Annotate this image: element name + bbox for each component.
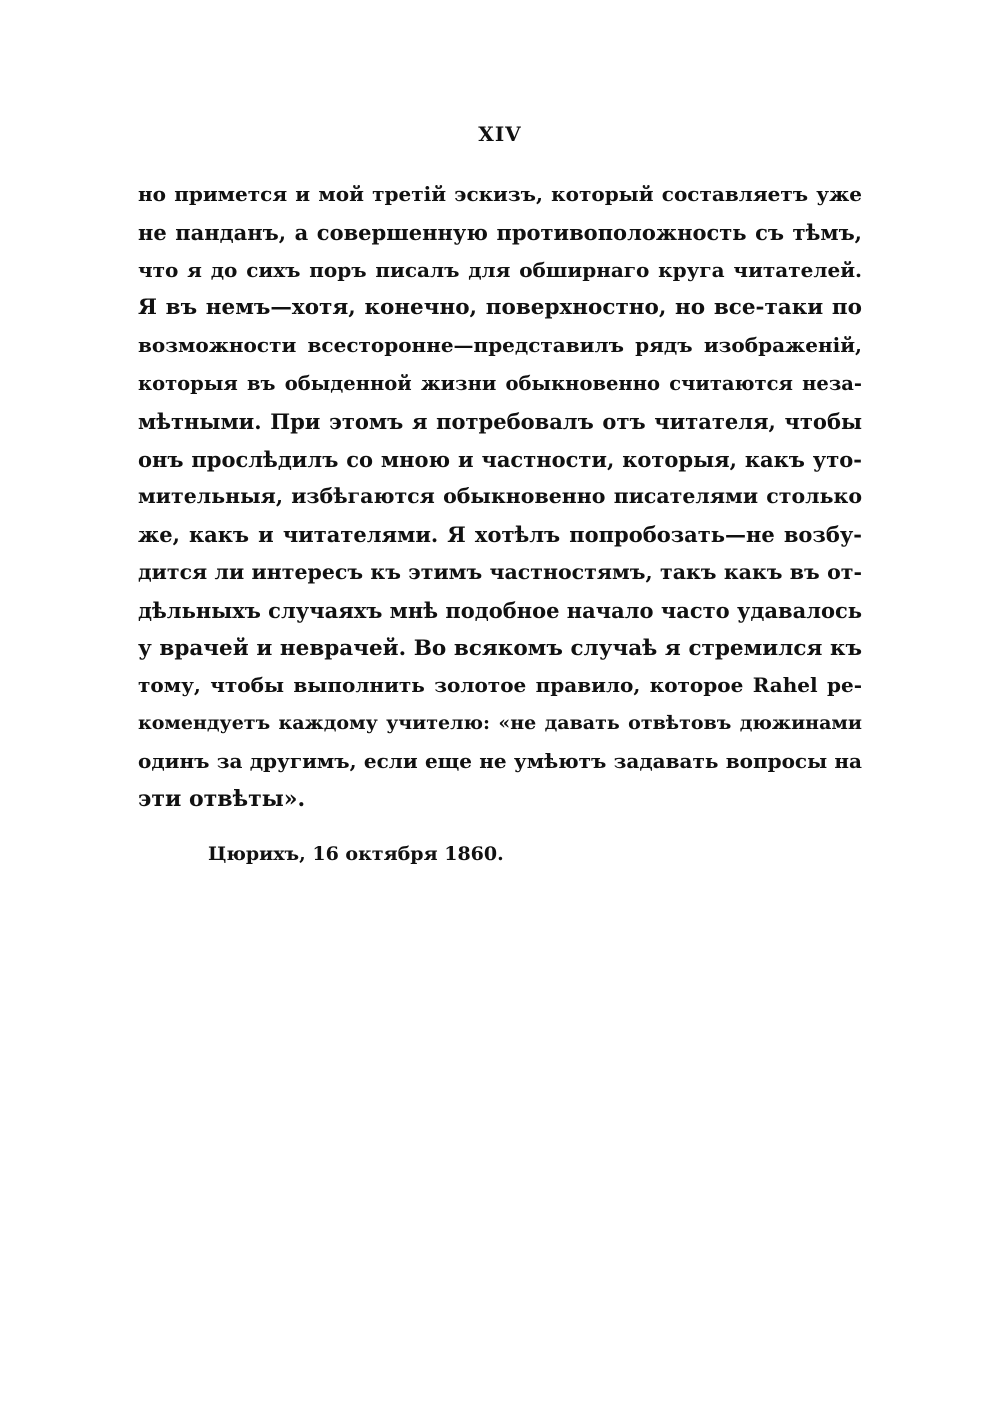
text-line-17: эти отвѣты». xyxy=(138,785,306,812)
text-line-12: дѣльныхъ случаяхъ мнѣ подобное начало часто удавалось xyxy=(138,597,863,623)
text-line-2: не панданъ, а совершенную противоположность съ тѣмъ, xyxy=(138,219,862,245)
text-line-10: же, какъ и читателями. Я хотѣлъ попробозать—не возбу- xyxy=(138,522,862,548)
text-line-1: но примется и мой третiй эскизъ, который составляетъ уже xyxy=(138,182,862,206)
text-line-6: которыя въ обыденной жизни обыкновенно считаются неза- xyxy=(138,371,862,395)
body-text xyxy=(138,176,862,819)
text-line-15: комендуетъ каждому учителю: «не давать отвѣтовъ дюжинами xyxy=(138,712,862,735)
text-line-4: Я въ немъ—хотя, конечно, поверхностно, но все-таки по xyxy=(138,295,862,321)
page-number: XIV xyxy=(478,122,522,146)
text-line-5: возможности всесторонне—представилъ рядъ изображенiй, xyxy=(138,333,862,358)
text-line-8: онъ прослѣдилъ со мною и частности, которыя, какъ уто- xyxy=(138,446,862,472)
text-line-13: у врачей и неврачей. Во всякомъ случаѣ я стремился къ xyxy=(138,635,862,661)
text-line-9: мительныя, избѣгаются обыкновенно писателями столько xyxy=(138,484,862,509)
text-line-3: что я до сихъ поръ писалъ для обширнаго круга читателей. xyxy=(138,257,862,282)
text-line-7: мѣтными. При этомъ я потребовалъ отъ читателя, чтобы xyxy=(138,408,862,434)
text-line-16: одинъ за другимъ, если еще не умѣютъ задавать вопросы на xyxy=(138,748,862,773)
place-date-signature: Цюрихъ, 16 октября 1860. xyxy=(208,843,504,865)
text-line-14: тому, чтобы выполнить золотое правило, которое Rahel ре- xyxy=(138,673,862,698)
text-line-11: дится ли интересъ къ этимъ частностямъ, такъ какъ въ от- xyxy=(138,559,862,584)
